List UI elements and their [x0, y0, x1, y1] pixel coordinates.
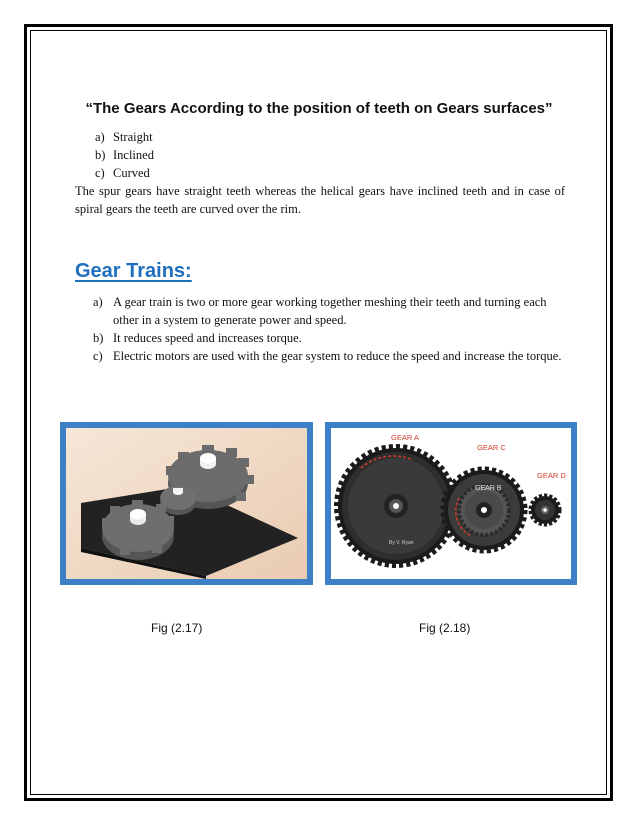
gear-c-label: GEAR C [477, 443, 506, 452]
list-item: c) Electric motors are used with the gear system to reduce the speed and increase the torque. [93, 349, 562, 363]
section-heading: “The Gears According to the position of teeth on Gears surfaces” [85, 100, 553, 117]
gears-3d-illustration [66, 428, 307, 579]
gear-trains-title: Gear Trains: [75, 260, 192, 282]
gear-b-label: GEAR B [475, 485, 502, 492]
gear-trains-list [93, 293, 573, 365]
gear-a-label: GEAR A [391, 433, 419, 442]
gear-train-diagram [331, 428, 571, 579]
figure-2-18-gear-train [325, 422, 577, 585]
gear-a [338, 448, 454, 564]
front-gear [102, 500, 174, 560]
list-item: b) It reduces speed and increases torque. [93, 331, 302, 345]
spur-helical-paragraph: The spur gears have straight teeth whereas the helical gears have inclined teeth and in case of spiral gears the teeth are curved over the rim. [75, 184, 565, 216]
figure-2-17-gears-3d [60, 422, 313, 585]
figure-caption-2-17: Fig (2.17) [151, 621, 203, 635]
list-item: a) A gear train is two or more gear working together meshing their teeth and turning each other in a system to generate power and speed. [93, 295, 547, 327]
list-item: b) Inclined [95, 148, 154, 162]
teeth-position-list [95, 128, 154, 182]
figure-caption-2-18: Fig (2.18) [419, 621, 471, 635]
gear-d [531, 496, 559, 524]
gear-d-label: GEAR D [537, 471, 566, 480]
list-item: a) Straight [95, 130, 153, 144]
diagram-credit: By V. Ryan [389, 540, 414, 546]
list-item: c) Curved [95, 166, 150, 180]
